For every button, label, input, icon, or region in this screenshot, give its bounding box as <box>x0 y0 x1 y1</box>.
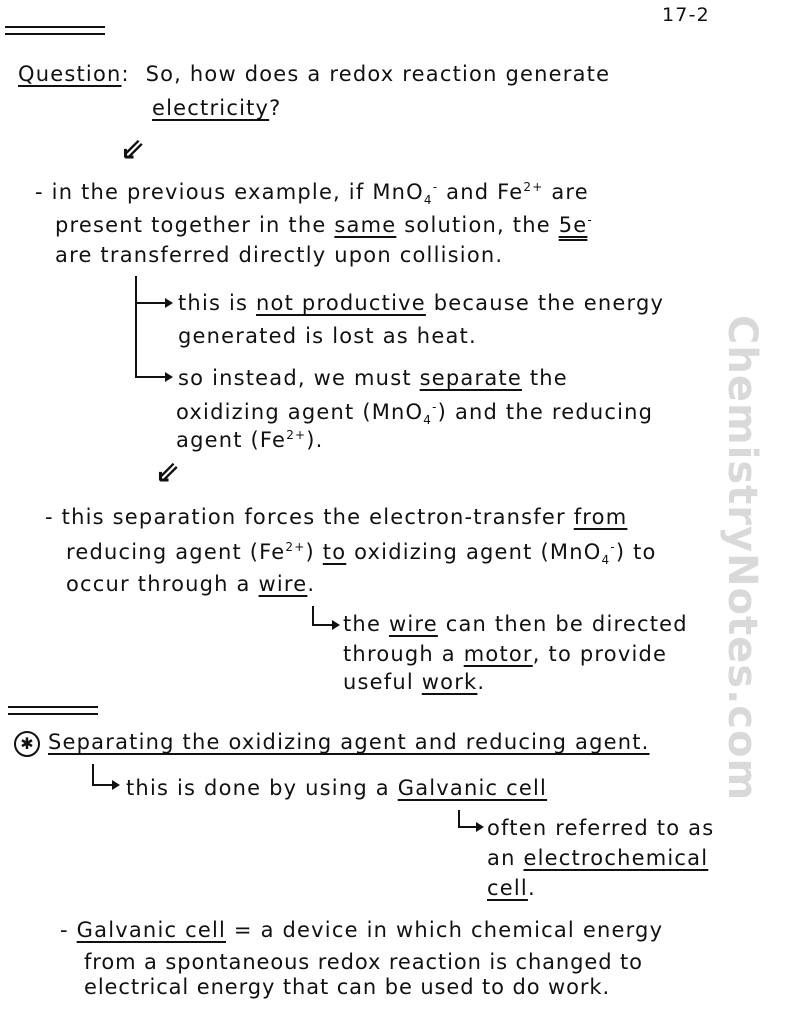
word-5e: 5e <box>558 213 588 237</box>
question-line-2: electricity? <box>152 96 282 120</box>
bullet-2-line-1: - this separation forces the electron-transfer from <box>45 505 628 529</box>
section-rule-1 <box>8 706 98 708</box>
sub-4-line: this is done by using a Galvanic cell <box>126 776 548 800</box>
definition-term: Galvanic cell <box>76 918 227 942</box>
not-productive: not productive <box>256 291 426 315</box>
word-motor: motor <box>463 642 533 666</box>
definition-line-2: from a spontaneous redox reaction is changed to <box>84 950 643 974</box>
watermark-text: ChemistryNotes.com <box>719 315 765 802</box>
section-rule-2 <box>8 713 98 715</box>
sub-1-line-2: generated is lost as heat. <box>178 324 477 348</box>
sub-2-line-2: oxidizing agent (MnO$_4$-) and the reducing <box>176 400 654 428</box>
bullet-1-line-1: - in the previous example, if MnO$_4$- and $Fe^{2+}$ are <box>35 180 589 208</box>
definition-line-1: - Galvanic cell = a device in which chemical energy <box>60 918 664 942</box>
sub-3-line-2: through a motor, to provide <box>343 642 668 666</box>
sub-2-line-1: so instead, we must separate the <box>178 366 568 390</box>
sub-5-line-2: an electrochemical <box>487 846 709 870</box>
question-text: So, how does a redox reaction generate <box>145 62 611 86</box>
page-number: 17-2 <box>662 4 710 26</box>
down-arrow-icon-1: ⇙ <box>120 132 146 167</box>
word-wire-2: wire <box>388 612 438 636</box>
elbow-arrow-icon-2 <box>135 298 167 378</box>
elbow-arrow-icon-3 <box>312 606 334 626</box>
word-cell: cell <box>487 876 528 900</box>
bullet-2-line-2: reducing agent $(Fe^{2+})$ to oxidizing agent (MnO$_4$-) to <box>66 540 657 568</box>
sub-3-line-1: the wire can then be directed <box>343 612 688 636</box>
sub-2-line-3: agent $(Fe^{2+})$. <box>176 428 324 452</box>
elbow-arrow-icon-5 <box>458 810 478 828</box>
top-rule-2 <box>5 33 105 35</box>
word-to: to <box>322 540 347 564</box>
bullet-2-line-3: occur through a wire. <box>66 572 316 596</box>
word-work: work <box>421 670 478 694</box>
bullet-1-line-3: are transferred directly upon collision. <box>55 243 504 267</box>
word-electrochemical: electrochemical <box>523 846 709 870</box>
star-icon: ✱ <box>14 731 40 757</box>
down-arrow-icon-2: ⇙ <box>155 455 181 490</box>
word-same: same <box>334 213 397 237</box>
watermark <box>700 315 790 802</box>
word-from: from <box>573 505 628 529</box>
elbow-arrow-icon-4 <box>92 764 114 786</box>
question-electricity: electricity <box>152 96 270 120</box>
galvanic-cell-link: Galvanic cell <box>397 776 548 800</box>
sub-1-line-1: this is not productive because the energy <box>178 291 665 315</box>
word-separate: separate <box>419 366 522 390</box>
sub-3-line-3: useful work. <box>343 670 486 694</box>
section-heading: Separating the oxidizing agent and reducing agent. <box>48 730 650 754</box>
definition-line-3: electrical energy that can be used to do work. <box>84 975 611 999</box>
question-line-1: Question: So, how does a redox reaction generate <box>18 62 611 86</box>
top-rule-1 <box>5 26 105 28</box>
sub-5-line-3: cell. <box>487 876 536 900</box>
word-wire: wire <box>258 572 308 596</box>
bullet-1-line-2: present together in the same solution, the 5e- <box>55 213 593 237</box>
sub-5-line-1: often referred to as <box>487 816 715 840</box>
question-label: Question <box>18 62 122 86</box>
